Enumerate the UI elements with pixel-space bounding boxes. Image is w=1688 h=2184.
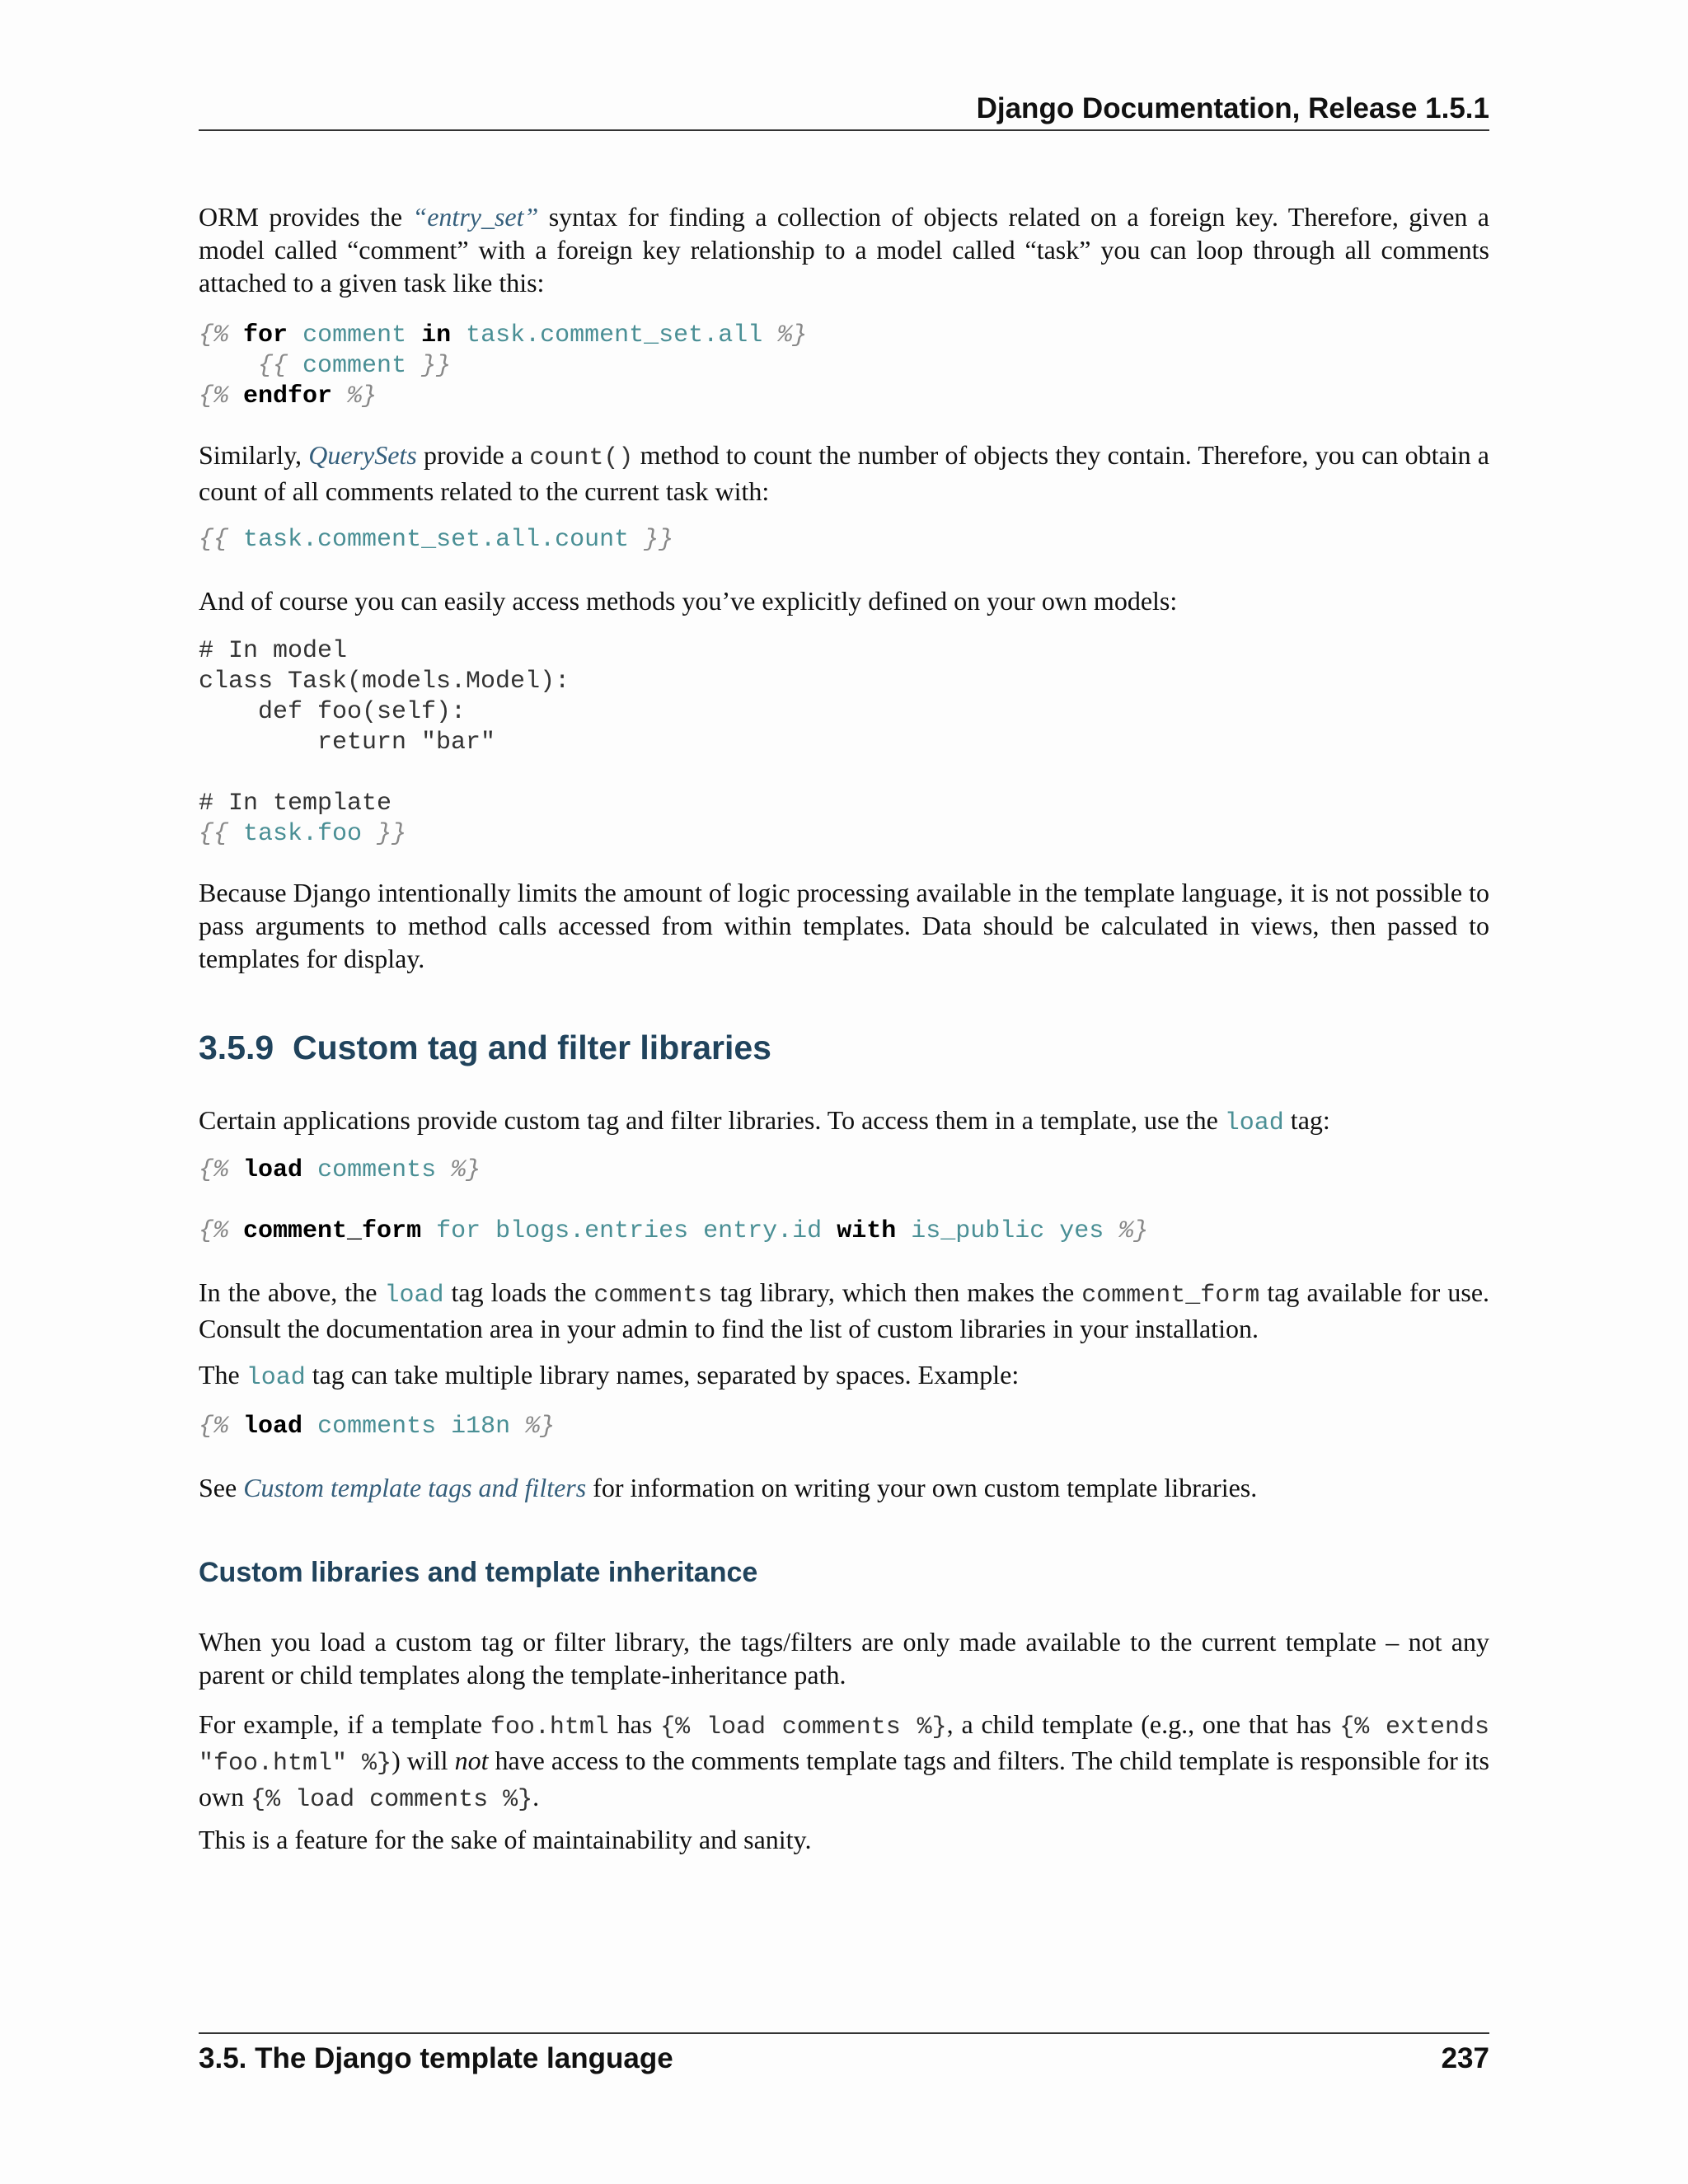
var-delim: {{ (199, 820, 229, 848)
header-rule (199, 129, 1489, 131)
tag-delim: %} (347, 382, 377, 410)
text: The (199, 1360, 246, 1390)
text: For example, if a template (199, 1709, 490, 1739)
comment-line: # In template (199, 790, 392, 818)
code-line: return "bar" (199, 729, 496, 757)
text: . (532, 1782, 540, 1811)
text: Similarly, (199, 440, 309, 470)
tag-delim: {% (199, 1156, 229, 1184)
var-delim: {{ (258, 352, 288, 380)
keyword: load (243, 1413, 303, 1441)
text: tag available for use. Consult the documentation area in your admin to find the list of custom libraries in your installation. (199, 1277, 1490, 1343)
keyword: with (837, 1217, 897, 1245)
text: tag can take multiple library names, separated by spaces. Example: (305, 1360, 1020, 1390)
text: ) will (392, 1746, 455, 1775)
paragraph-querysets (199, 438, 1489, 508)
text: has (608, 1709, 661, 1739)
text: for information on writing your own custom template libraries. (586, 1473, 1258, 1502)
paragraph-multiple-libraries (199, 1358, 1489, 1394)
paragraph-example (199, 1708, 1489, 1816)
var-delim: }} (644, 526, 674, 554)
footer-section: 3.5. The Django template language (199, 2042, 673, 2074)
inline-code: {% load comments %} (660, 1713, 947, 1741)
text: tag: (1283, 1105, 1330, 1135)
code-line: class Task(models.Model): (199, 668, 570, 696)
keyword: endfor (243, 382, 333, 410)
text: tag loads the (443, 1277, 594, 1307)
inline-code: {% extends "foo.html" %} (199, 1713, 1490, 1778)
section-heading (199, 1029, 1489, 1067)
variable: is_public yes (911, 1217, 1104, 1245)
variable: for blogs.entries entry.id (436, 1217, 823, 1245)
var-delim: }} (377, 820, 407, 848)
var-delim: }} (421, 352, 452, 380)
variable: task.comment_set.all.count (243, 526, 630, 554)
paragraph-custom-libraries (199, 1104, 1489, 1140)
code-block-load-comments (199, 1155, 1489, 1247)
variable: comment (302, 321, 407, 349)
running-header: Django Documentation, Release 1.5.1 (976, 92, 1489, 124)
tag-delim: {% (199, 1413, 229, 1441)
tag-delim: %} (777, 321, 808, 349)
keyword: load (243, 1156, 303, 1184)
paragraph-entry-set (199, 200, 1489, 299)
paragraph-see-also (199, 1471, 1489, 1504)
inline-code: {% load comments %} (251, 1786, 533, 1814)
text: ORM provides the (199, 202, 413, 232)
tag-delim: %} (525, 1413, 556, 1441)
code-line: def foo(self): (199, 698, 467, 726)
paragraph-maintainability: This is a feature for the sake of maintainability and sanity. (199, 1825, 812, 1854)
tag-delim: {% (199, 1217, 229, 1245)
keyword: comment_form (243, 1217, 422, 1245)
link-querysets[interactable]: QuerySets (308, 440, 417, 470)
code-block-model (199, 636, 1489, 850)
text: In the above, the (199, 1277, 385, 1307)
keyword: for (243, 321, 288, 349)
text: provide a (416, 440, 530, 470)
paragraph-load-explained (199, 1276, 1489, 1345)
section-title: Custom tag and filter libraries (293, 1029, 771, 1066)
inline-code: foo.html (490, 1713, 609, 1741)
inline-code: load (384, 1282, 444, 1310)
code-block-count (199, 525, 1489, 555)
emphasis: not (454, 1746, 489, 1775)
text: method to count the number of objects they contain. Therefore, you can obtain a count of all comments related to the current task with: (199, 440, 1489, 506)
link-custom-template-tags[interactable]: Custom template tags and filters (243, 1473, 587, 1502)
text: tag library, which then makes the (712, 1277, 1082, 1307)
section-number: 3.5.9 (199, 1029, 274, 1066)
text: syntax for finding a collection of objects related on a foreign key. Therefore, given a model called “comment” with a foreign key relationship to a model called “task” you can loop through all comments attached to a given task like this: (199, 202, 1489, 298)
footer-rule (199, 2032, 1489, 2034)
page-number: 237 (1441, 2042, 1489, 2074)
inline-code: load (1224, 1109, 1284, 1137)
text: See (199, 1473, 244, 1502)
tag-delim: {% (199, 321, 229, 349)
tag-delim: %} (451, 1156, 481, 1184)
inline-code: comment_form (1081, 1282, 1260, 1310)
paragraph-methods: And of course you can easily access methods you’ve explicitly defined on your own models: (199, 586, 1178, 616)
tag-delim: {% (199, 382, 229, 410)
variable: task.foo (243, 820, 363, 848)
variable: comments i18n (317, 1413, 511, 1441)
subsection-heading: Custom libraries and template inheritance (199, 1557, 758, 1588)
text: Certain applications provide custom tag and filter libraries. To access them in a template, use the (199, 1105, 1225, 1135)
variable: comment (302, 352, 407, 380)
paragraph-inheritance: When you load a custom tag or filter library, the tags/filters are only made available to the current template – not any parent or child templates along the template-inheritance path. (199, 1627, 1489, 1690)
inline-code: count() (529, 444, 634, 472)
text: , a child template (e.g., one that has (946, 1709, 1340, 1739)
page-footer (199, 2042, 1489, 2075)
comment-line: # In model (199, 637, 348, 665)
text: have access to the comments template tags and filters. The child template is responsible for its own (199, 1746, 1490, 1811)
inline-code: comments (593, 1282, 713, 1310)
code-block-load-i18n (199, 1412, 1489, 1442)
variable: task.comment_set.all (466, 321, 763, 349)
var-delim: {{ (199, 526, 229, 554)
tag-delim: %} (1118, 1217, 1149, 1245)
code-block-for-loop (199, 321, 1489, 412)
keyword: in (421, 321, 452, 349)
variable: comments (317, 1156, 437, 1184)
inline-code: load (246, 1364, 306, 1392)
paragraph-logic-limits: Because Django intentionally limits the amount of logic processing available in the template language, it is not possible to pass arguments to method calls accessed from within templates. Data should be calculated in views, then passed to templates for display. (199, 878, 1489, 973)
link-entry-set[interactable]: “entry_set” (412, 202, 539, 232)
